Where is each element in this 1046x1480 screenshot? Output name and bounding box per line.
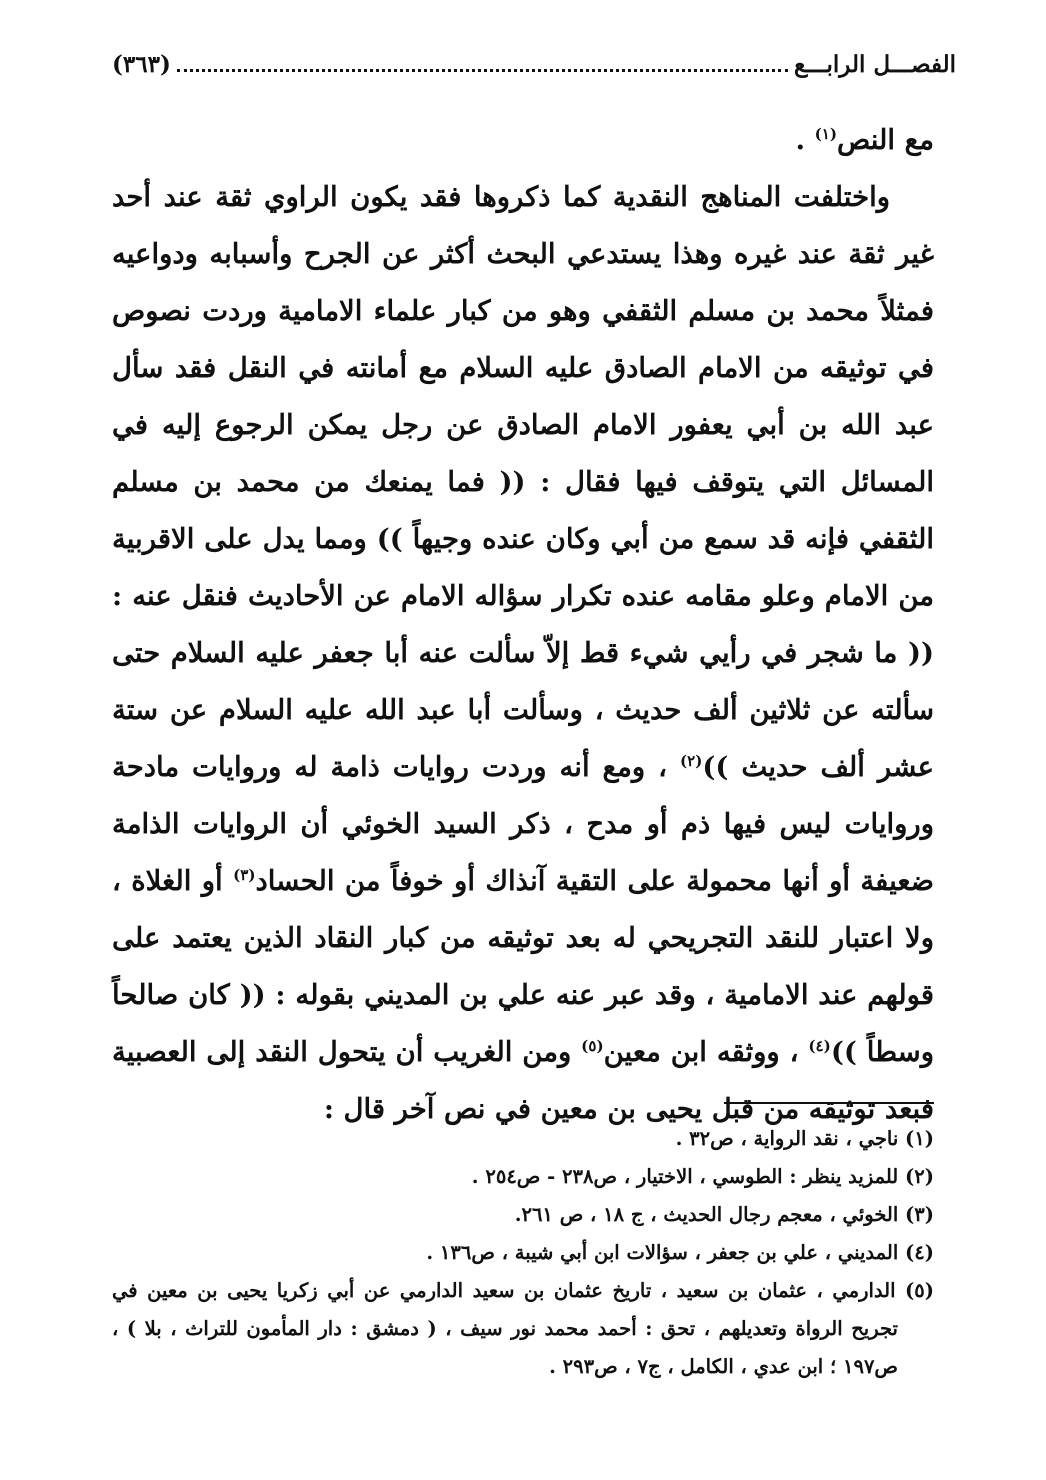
paragraph-1 [112,169,934,1138]
footnote-ref-4: (٤) [808,1036,831,1055]
paragraph-1-part-d: ، ووثقه ابن معين [603,1036,809,1068]
footnote-separator [724,1102,934,1104]
paragraph-1-part-c: أو الغلاة ، ولا اعتبار للنقد التجريحي له بعد توثيقه من كبار النقاد الذين يعتمد على قولهم عند الامامية ، وقد عبر عنه علي بن المديني بقوله : (( كان صالحاً وسطاً )) [112,865,935,1068]
footnote-2: (٢) للمزيد ينظر : الطوسي ، الاختيار ، ص٢٣٨ - ص٢٥٤ . [471,1165,934,1188]
continuation-text: مع النص [837,124,934,156]
footnote-ref-3: (٣) [233,865,256,884]
running-header [112,44,956,84]
footnote-5: (٥) الدارمي ، عثمان بن سعيد ، تاريخ عثمان بن سعيد الدارمي عن أبي زكريا يحيى بن معين في تجريح الرواة وتعديلهم ، تحق : أحمد محمد نور سيف ، ( دمشق : دار المأمون للتراث ، بلا ) ، ص١٩٧ ؛ ابن عدي ، الكامل ، ج٧ ، ص٢٩٣ . [112,1279,934,1378]
footnote-3: (٣) الخوئي ، معجم رجال الحديث ، ج ١٨ ، ص ٢٦١. [514,1203,934,1226]
paragraph-1-part-a: واختلفت المناهج النقدية كما ذكروها فقد يكون الراوي ثقة عند أحد غير ثقة عند غيره وهذا يستدعي البحث أكثر عن الجرح وأسبابه ودواعيه فمثلاً محمد بن مسلم الثقفي وهو من كبار علماء الامامية وردت نصوص في توثيقه من الامام الصادق عليه السلام مع أمانته في النقل فقد سأل عبد الله بن أبي يعفور الامام الصادق عن رجل يمكن الرجوع إليه في المسائل التي يتوقف فيها فقال : (( فما يمنعك من محمد بن مسلم الثقفي فإنه قد سمع من أبي وكان عنده وجيهاً )) ومما يدل على الاقربية من الامام وعلو مقامه عنده تكرار سؤاله الامام عن الأحاديث فنقل عنه : (( ما شجر في رأيي شيء قط إلاّ سألت عنه أبا جعفر عليه السلام حتى سألته عن ثلاثين ألف حديث ، وسألت أبا عبد الله عليه السلام عن ستة عشر ألف حديث )) [112,181,935,783]
continuation-line [112,112,934,169]
footnotes [112,1120,934,1386]
footnote-ref-5: (٥) [581,1036,604,1055]
page-number: (٣٦٣) [112,50,171,78]
paragraph-1-part-e: ومن الغريب أن يتحول النقد إلى العصبية فبعد توثيقه من قبل يحيى بن معين في نص آخر قال : [112,1036,934,1125]
footnote-ref-1: (١) [814,124,838,143]
header-dot-leader [177,57,788,72]
footnote-1: (١) ناجي ، نقد الرواية ، ص٣٢ . [675,1127,934,1150]
paragraph-1-part-b: ، ومع أنه وردت روايات ذامة له وروايات مادحة وروايات ليس فيها ذم أو مدح ، ذكر السيد الخوئي أن الروايات الذامة ضعيفة أو أنها محمولة على التقية آنذاك أو خوفاً من الحساد [112,751,935,897]
chapter-title: الفصـــل الرابـــع [794,50,956,78]
footnote-ref-2: (٢) [679,751,703,770]
continuation-end: . [795,124,815,156]
footnote-4: (٤) المديني ، علي بن جعفر ، سؤالات ابن أبي شيبة ، ص١٣٦ . [426,1241,934,1264]
main-text [112,112,934,1138]
